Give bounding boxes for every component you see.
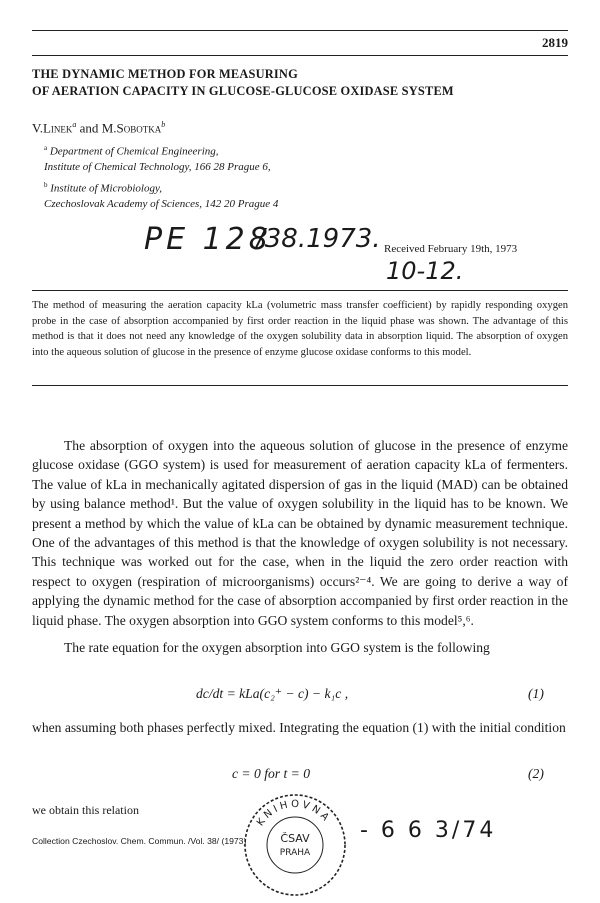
author-2-name: Sobotka (116, 120, 162, 136)
author-1-initial: V. (32, 120, 43, 136)
paragraph-1: The absorption of oxygen into the aqueous solution of glucose in the presence of enzyme glucose oxidase (GGO system) is used for measurement of aeration capacity kLa of fermenters. The value of kLa in mechanically agitated dispersion of gas in the liquid (MAD) can be obtained by using balance method¹. But the value of oxygen solubility in the liquid has to be known. We present a method by which the value of kLa can be obtained by dynamic measurement technique. One of the advantages of this method is that the knowledge of oxygen solubility is not necessary. This technique was worked out for the case, when in the liquid the zero order reaction with respect to oxygen (respiration of microorganisms) occurs²⁻⁴. We are going to derive a way of applying the dynamic method for the case of absorption accompanied by first order reaction in the liquid phase. The oxygen absorption into GGO system conforms to this model⁵,⁶. (32, 438, 568, 628)
author-1-name: Linek (42, 120, 73, 136)
stamp-ring-text: KNIHOVNA (254, 798, 333, 829)
abstract: The method of measuring the aeration capacity kLa (volumetric mass transfer coefficient) by rapidly responding oxygen probe in the case of absorption accompanied by first order reaction in the liquid phase was shown. The advantage of this method is that it does not need any knowledge of the oxygen solubility data in absorption liquid. The absorption of oxygen into the aqueous solution of glucose in the presence of enzyme glucose oxidase conforms to this model. (32, 300, 568, 358)
paper-title: THE DYNAMIC METHOD FOR MEASURING OF AERATION CAPACITY IN GLUCOSE-GLUCOSE OXIDASE SYSTEM (32, 67, 454, 98)
paragraph-2: The rate equation for the oxygen absorption into GGO system is the following (64, 640, 490, 656)
equation-2: c = 0 for t = 0 (232, 766, 311, 781)
author-2-initial: M. (101, 120, 117, 136)
equation-2-number: (2) (528, 766, 544, 781)
author-1-sup: a (72, 120, 77, 129)
handwritten-note-pe: PE 128 (144, 222, 272, 257)
affiliation-b-line1: Institute of Microbiology, (50, 182, 162, 195)
affiliation-b-line2: Czechoslovak Academy of Sciences, 142 20 Prague 4 (44, 197, 279, 210)
author-2-sup: b (161, 120, 166, 129)
affiliation-a-line2: Institute of Chemical Technology, 166 28 Prague 6, (44, 160, 271, 173)
affiliation-a (44, 141, 271, 175)
paragraph-4: we obtain this relation (32, 803, 139, 817)
journal-footer: Collection Czechoslov. Chem. Commun. /Vol. 38/ (1973) (32, 836, 247, 846)
author-line (32, 120, 165, 136)
stamp-number: - 6 6 3/74 (360, 818, 497, 843)
abstract-top-rule (32, 290, 568, 291)
body-text (32, 436, 568, 657)
handwritten-note-range: 10-12. (386, 257, 464, 285)
equation-1: dc/dt = kLa(c₂⁺ − c) − k₁c , (196, 686, 349, 701)
affiliation-a-sup: a (44, 144, 48, 152)
paragraph-3: when assuming both phases perfectly mixed. Integrating the equation (1) with the initial condition (32, 720, 566, 735)
affiliation-a-line1: Department of Chemical Engineering, (49, 145, 219, 158)
stamp-center-2: PRAHA (279, 848, 311, 858)
author-conjunction: and (79, 120, 99, 136)
received-date: Received February 19th, 1973 (384, 243, 518, 255)
stamp-center-1: ČSAV (280, 832, 310, 845)
equation-1-number: (1) (528, 686, 544, 701)
top-rule (32, 30, 568, 31)
library-stamp (240, 790, 350, 900)
affiliation-b (44, 178, 278, 212)
page-number: 2819 (542, 35, 568, 50)
header-rule (32, 55, 568, 56)
abstract-bottom-rule (32, 385, 568, 386)
affiliation-b-sup: b (44, 181, 48, 189)
handwritten-note-date: /38.1973. (256, 224, 381, 254)
